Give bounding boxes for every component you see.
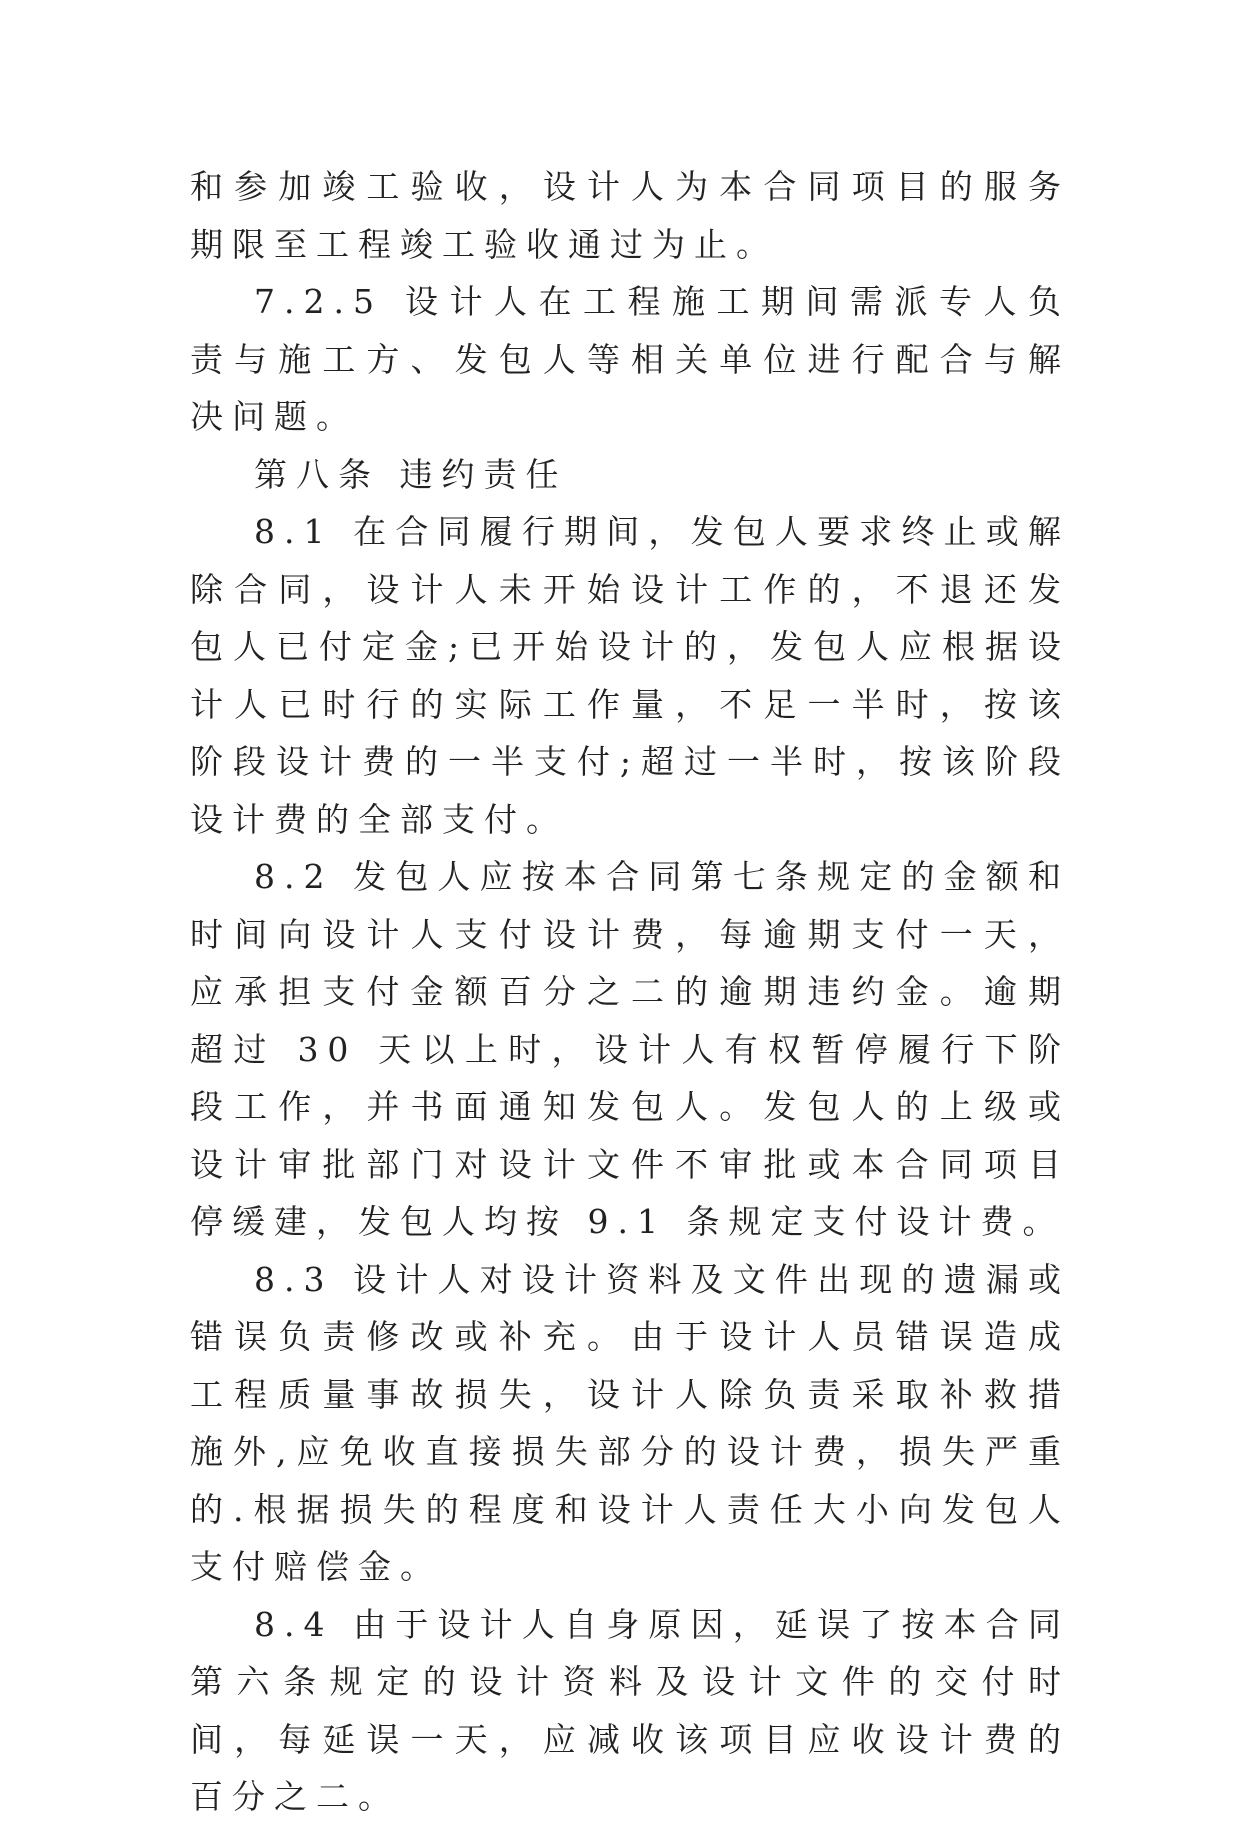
paragraph-completion-acceptance: 和参加竣工验收，设计人为本合同项目的服务期限至工程竣工验收通过为止。 — [190, 167, 1070, 264]
paragraph-8-2: 8.2 发包人应按本合同第七条规定的金额和时间向设计人支付设计费，每逾期支付一天，应承担支付金额百分之二的逾期违约金。逾期超过 30 天以上时，设计人有权暂停履行下阶段工作，并书面通知发包人。发包人的上级或设计审批部门对设计文件不审批或本合同项目停缓建，发包人均按 9.1 条规定支付设计费。 — [190, 857, 1070, 1241]
paragraph-7-2-5: 7.2.5 设计人在工程施工期间需派专人负责与施工方、发包人等相关单位进行配合与解决问题。 — [190, 282, 1070, 436]
paragraph-8-1: 8.1 在合同履行期间，发包人要求终止或解除合同，设计人未开始设计工作的，不退还发包人已付定金;已开始设计的，发包人应根据设计人已时行的实际工作量，不足一半时，按该阶段设计费的一半支付;超过一半时，按该阶段设计费的全部支付。 — [190, 512, 1070, 839]
section-heading-article-8: 第八条 违约责任 — [254, 454, 568, 494]
document-page — [190, 158, 1070, 1826]
paragraph-8-4: 8.4 由于设计人自身原因，延误了按本合同第六条规定的设计资料及设计文件的交付时间，每延误一天，应减收该项目应收设计费的百分之二。 — [190, 1604, 1070, 1816]
paragraph-8-3: 8.3 设计人对设计资料及文件出现的遗漏或错误负责修改或补充。由于设计人员错误造成工程质量事故损失，设计人除负责采取补救措施外,应免收直接损失部分的设计费，损失严重的.根据损失的程度和设计人责任大小向发包人支付赔偿金。 — [190, 1259, 1070, 1586]
